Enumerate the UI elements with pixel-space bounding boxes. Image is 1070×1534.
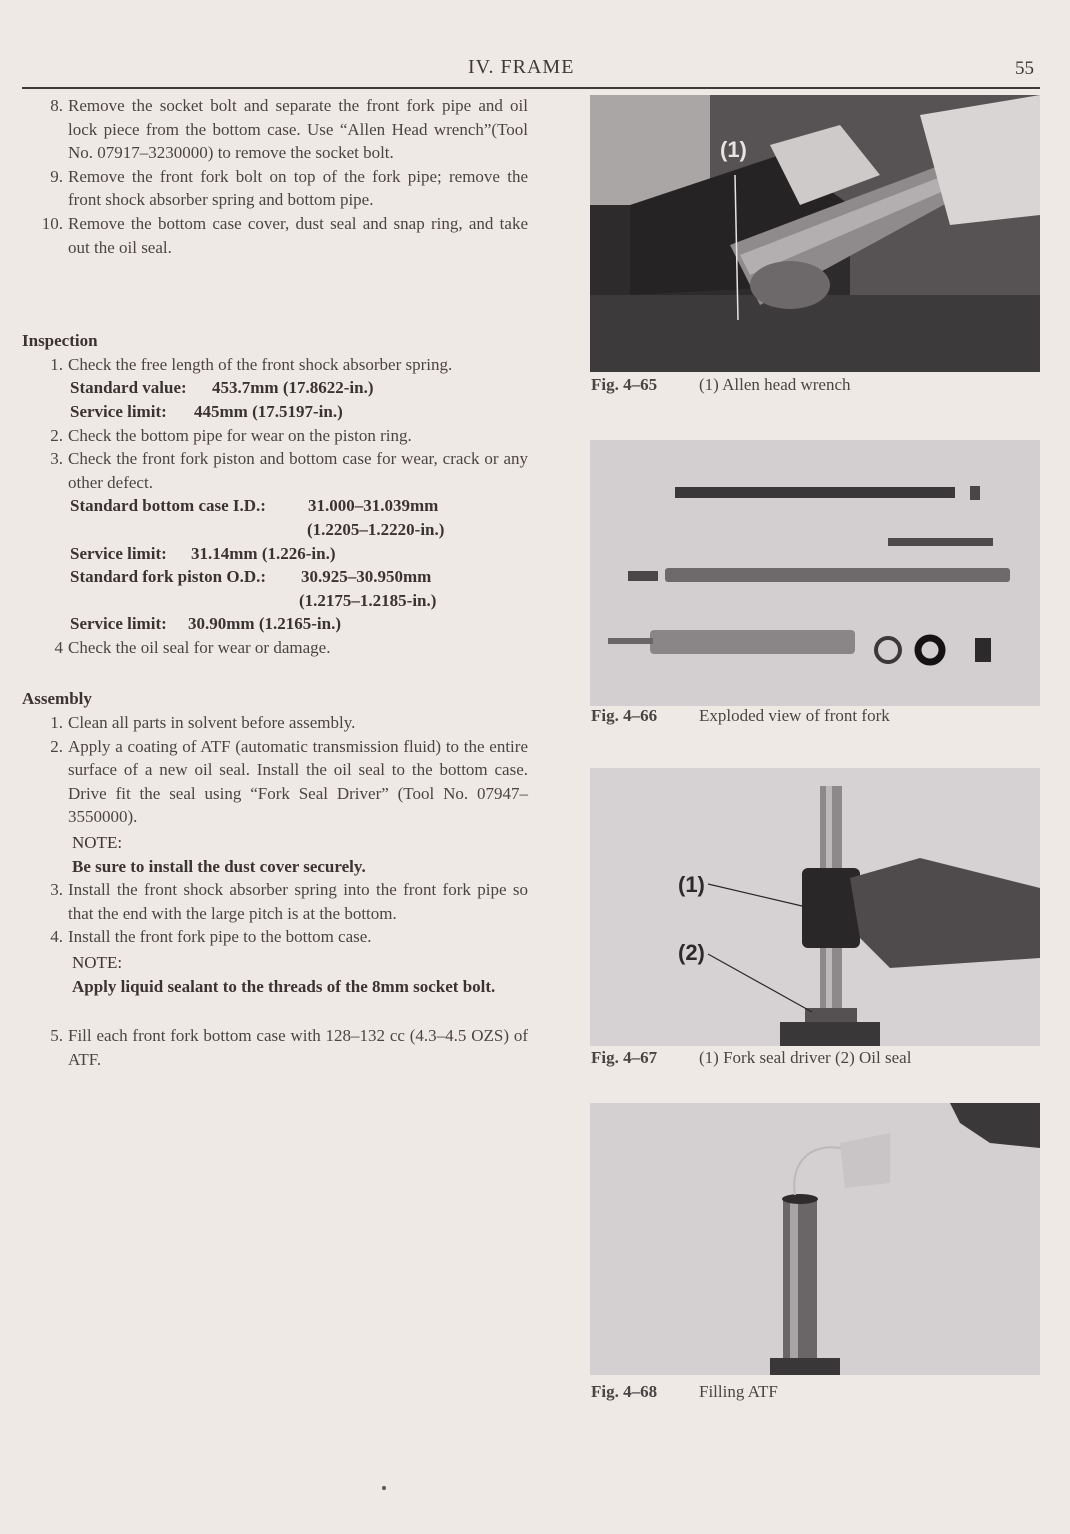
note-label: NOTE: (72, 953, 123, 972)
fork-seal-driver-illustration (590, 768, 1040, 1046)
list-item (22, 925, 528, 949)
spec-service-limit (70, 400, 528, 424)
spec-value: 453.7mm (17.8622-in.) (212, 378, 374, 398)
text-column (22, 94, 528, 1071)
filling-atf-illustration (590, 1103, 1040, 1375)
list-item (22, 878, 528, 925)
spec-service-limit (70, 612, 528, 636)
step-text: Check the bottom pipe for wear on the piston ring. (68, 425, 412, 445)
figure-caption (591, 706, 890, 726)
note-text: Be sure to install the dust cover securely. (72, 856, 366, 876)
step-text: Check the front fork piston and bottom case for wear, crack or any other defect. (68, 449, 528, 492)
spec-value: 31.14mm (1.226-in.) (191, 543, 336, 563)
spec-value-inches: (1.2175–1.2185-in.) (299, 590, 437, 610)
spec-label: Standard fork piston O.D.: (70, 567, 267, 587)
step-text: Apply a coating of ATF (automatic transmission fluid) to the entire surface of a new oil seal. Install the oil seal to the bottom case. Drive fit the seal using “Fork Seal Driver” (Tool No. 07947–3550000). (68, 736, 528, 827)
list-item (22, 1024, 528, 1071)
figure-callout: (2) (678, 940, 705, 965)
step-text: Install the front fork pipe to the bottom case. (68, 927, 372, 947)
figure-number: Fig. 4–68 (591, 1382, 658, 1401)
spec-bottom-case-id (70, 494, 528, 518)
step-number: 3. (50, 449, 63, 469)
list-item (22, 636, 528, 660)
step-text: Clean all parts in solvent before assembly. (68, 713, 356, 733)
step-number: 4 (54, 637, 63, 657)
figure-caption-text: (1) Fork seal driver (2) Oil seal (699, 1048, 912, 1067)
spec-value: 30.90mm (1.2165-in.) (188, 614, 341, 634)
figure-caption (591, 375, 851, 395)
list-item (22, 212, 528, 259)
step-number: 1. (50, 354, 63, 374)
spec-label: Service limit: (70, 614, 167, 634)
list-item (22, 353, 528, 377)
step-text: Remove the front fork bolt on top of the fork pipe; remove the front shock absorber spring and bottom pipe. (68, 166, 528, 210)
list-item (22, 165, 528, 212)
assembly-heading: Assembly (22, 689, 92, 709)
figure-number: Fig. 4–66 (591, 706, 658, 725)
spec-label: Service limit: (70, 543, 167, 563)
step-text: Check the free length of the front shock absorber spring. (68, 354, 453, 374)
spec-label: Service limit: (70, 401, 167, 421)
list-item (22, 735, 528, 829)
figure-allen-wrench-photo (590, 95, 1040, 372)
step-number: 4. (50, 927, 63, 947)
spec-value: 445mm (17.5197-in.) (194, 401, 343, 421)
spec-fork-piston-od (70, 565, 528, 589)
figure-fork-seal-driver-photo (590, 768, 1040, 1046)
step-number: 9. (50, 166, 63, 186)
figure-caption-text: Exploded view of front fork (699, 706, 890, 725)
note-text: Apply liquid sealant to the threads of the 8mm socket bolt. (72, 976, 496, 996)
spec-service-limit (70, 542, 528, 566)
step-text: Fill each front fork bottom case with 128–132 cc (4.3–4.5 OZS) of ATF. (68, 1026, 528, 1069)
list-item (22, 711, 528, 735)
figure-callout: (1) (678, 872, 705, 897)
figure-caption-text: Filling ATF (699, 1382, 778, 1401)
step-text: Install the front shock absorber spring into the front fork pipe so that the end with the large pitch is at the bottom. (68, 880, 528, 923)
exploded-view-illustration (590, 440, 1040, 706)
spec-label: Standard value: (70, 378, 187, 398)
list-item (22, 424, 528, 448)
page-header-title: IV. FRAME (468, 56, 575, 78)
figure-caption (591, 1048, 911, 1068)
list-item (22, 94, 528, 165)
figure-caption-text: (1) Allen head wrench (699, 375, 851, 394)
inspection-heading: Inspection (22, 331, 98, 351)
figure-number: Fig. 4–65 (591, 375, 658, 394)
step-number: 8. (50, 96, 63, 115)
spec-value-inches: (1.2205–1.2220-in.) (307, 519, 445, 539)
note-label: NOTE: (72, 833, 123, 853)
step-number: 10. (41, 213, 63, 233)
spec-value: 31.000–31.039mm (308, 496, 439, 516)
allen-wrench-photo-illustration (590, 95, 1040, 372)
figure-exploded-view-photo (590, 440, 1040, 706)
step-text: Remove the socket bolt and separate the front fork pipe and oil lock piece from the bottom case. Use “Allen Head wrench”(Tool No. 07917–3230000) to remove the socket bolt. (68, 96, 528, 163)
figure-number: Fig. 4–67 (591, 1048, 658, 1067)
page-number: 55 (1015, 58, 1034, 79)
figure-caption (591, 1382, 778, 1402)
figure-filling-atf-photo (590, 1103, 1040, 1375)
spec-standard-value (70, 376, 528, 400)
print-speck (382, 1486, 386, 1490)
figure-callout: (1) (720, 137, 747, 162)
spec-value: 30.925–30.950mm (301, 567, 432, 587)
step-text: Check the oil seal for wear or damage. (68, 637, 331, 657)
step-text: Remove the bottom case cover, dust seal and snap ring, and take out the oil seal. (68, 213, 528, 257)
step-number: 2. (50, 425, 63, 445)
step-number: 2. (50, 736, 63, 756)
spec-label: Standard bottom case I.D.: (70, 496, 266, 516)
step-number: 5. (50, 1026, 63, 1046)
list-item (22, 447, 528, 494)
header-rule (22, 87, 1040, 89)
step-number: 3. (50, 880, 63, 900)
step-number: 1. (50, 713, 63, 733)
